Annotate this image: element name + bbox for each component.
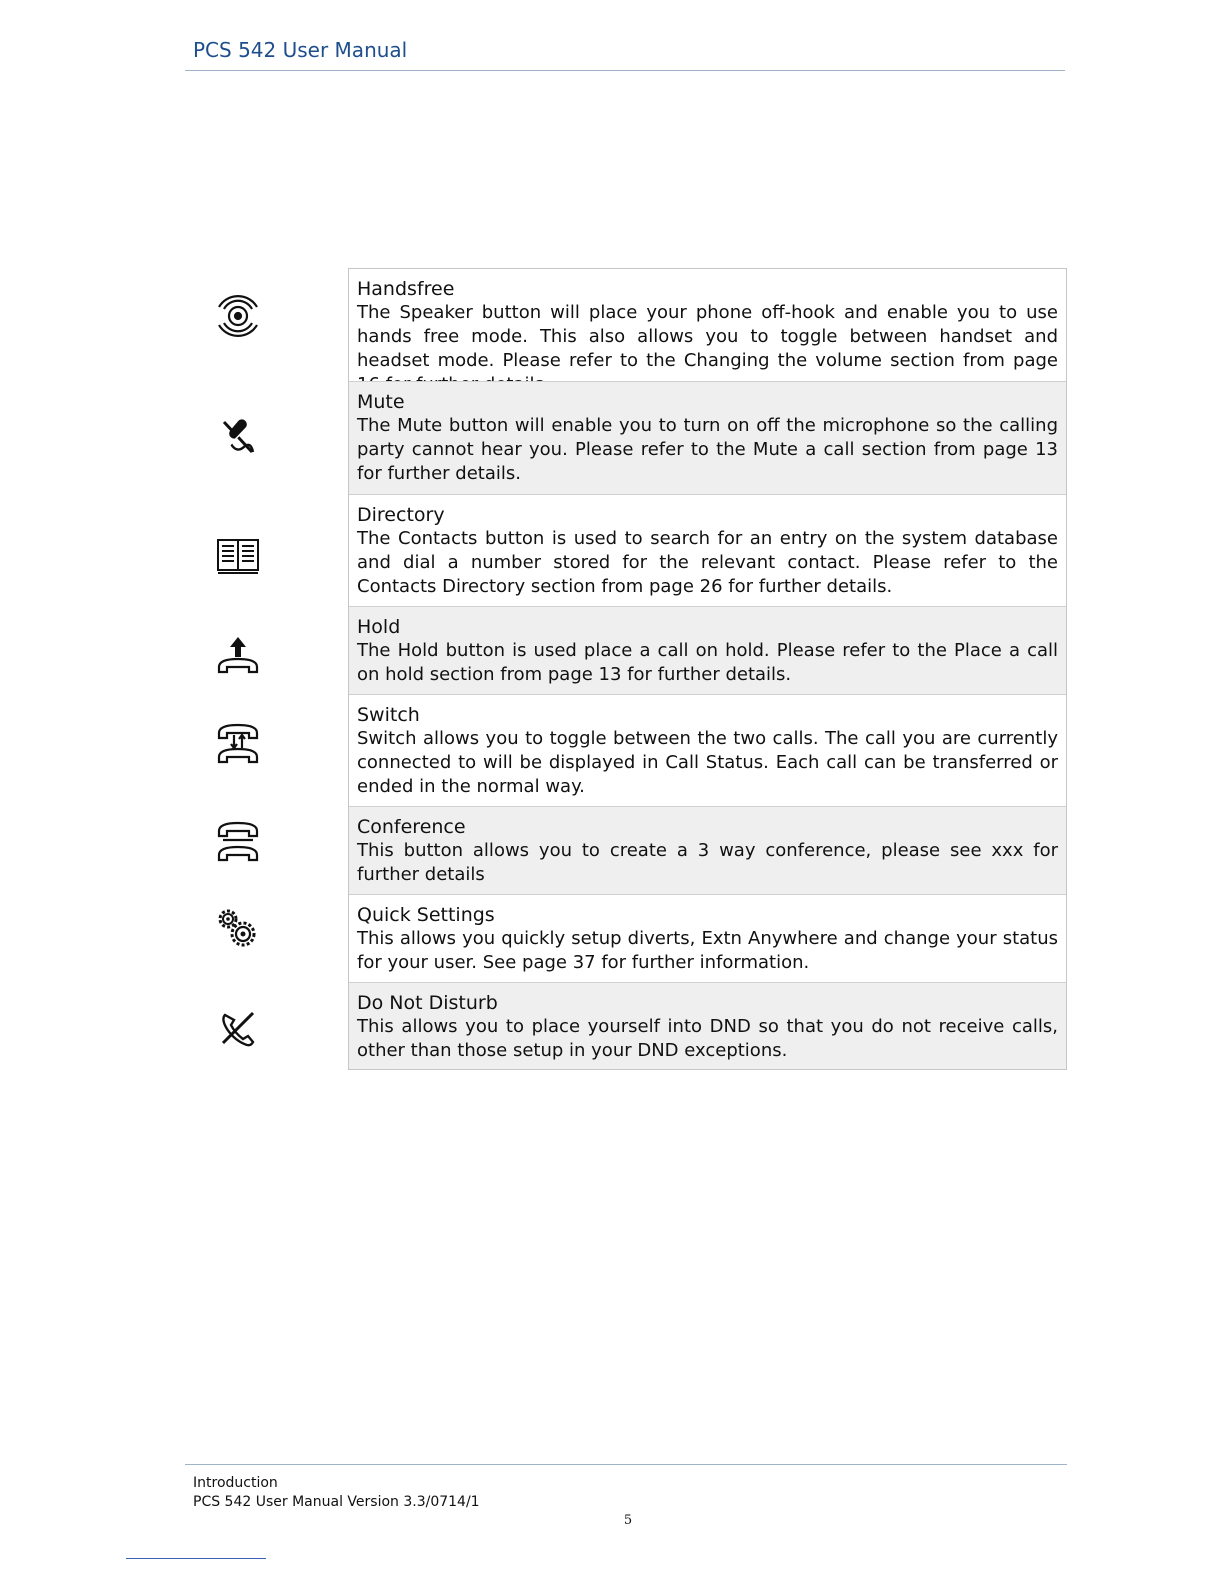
feature-row-directory bbox=[349, 494, 1066, 606]
feature-description: The Mute button will enable you to turn on off the microphone so the calling party cannot hear you. Please refer to the Mute a call section from page 13 for further details. bbox=[357, 415, 1058, 484]
feature-row-handsfree bbox=[349, 269, 1066, 381]
feature-row-mute bbox=[349, 381, 1066, 494]
switch-phones-icon bbox=[215, 721, 261, 767]
feature-title: Hold bbox=[357, 616, 401, 638]
feature-description: Switch allows you to toggle between the two calls. The call you are currently connected to will be displayed in Call Status. Each call can be transferred or ended in the normal way. bbox=[357, 728, 1058, 797]
feature-title: Handsfree bbox=[357, 278, 455, 300]
feature-title: Switch bbox=[357, 704, 420, 726]
feature-title: Directory bbox=[357, 504, 445, 526]
feature-description: The Speaker button will place your phone off-hook and enable you to use hands free mode. This also allows you to toggle between handset and headset mode. Please refer to the Changing the volume section from page bbox=[357, 302, 1058, 371]
feature-row-conference bbox=[349, 806, 1066, 894]
feature-description: The Contacts button is used to search for an entry on the system database and dial a number stored for the relevant contact. Please refer to the Contacts Directory section from page 26 for further details. bbox=[357, 528, 1058, 597]
feature-title: Mute bbox=[357, 391, 405, 413]
speaker-handsfree-icon bbox=[215, 293, 261, 339]
feature-row-quick-settings bbox=[349, 894, 1066, 982]
footer-version: PCS 542 User Manual Version 3.3/0714/1 bbox=[193, 1494, 480, 1510]
microphone-mute-icon bbox=[215, 414, 261, 460]
feature-row-do-not-disturb bbox=[349, 982, 1066, 1069]
feature-table bbox=[348, 268, 1067, 1070]
hold-phone-icon bbox=[215, 633, 261, 679]
footer-section-name: Introduction bbox=[193, 1475, 278, 1491]
header-divider bbox=[185, 70, 1065, 71]
gears-settings-icon bbox=[215, 906, 261, 952]
do-not-disturb-icon bbox=[215, 1005, 261, 1051]
page-number: 5 bbox=[623, 1513, 633, 1528]
feature-description: This allows you to place yourself into DND so that you do not receive calls, other than those setup in your DND exceptions. bbox=[357, 1016, 1058, 1061]
feature-title: Conference bbox=[357, 816, 466, 838]
feature-description: This allows you quickly setup diverts, Extn Anywhere and change your status for your user. See page 37 for further information. bbox=[357, 928, 1058, 973]
page-header-title: PCS 542 User Manual bbox=[193, 38, 408, 62]
conference-phones-icon bbox=[215, 819, 261, 865]
feature-row-hold bbox=[349, 606, 1066, 694]
footnote-divider bbox=[126, 1558, 266, 1559]
feature-title: Quick Settings bbox=[357, 904, 495, 926]
directory-book-icon bbox=[215, 532, 261, 578]
feature-row-switch bbox=[349, 694, 1066, 806]
feature-title: Do Not Disturb bbox=[357, 992, 498, 1014]
feature-description: This button allows you to create a 3 way conference, please see xxx for further details bbox=[357, 840, 1058, 885]
feature-description: The Hold button is used place a call on hold. Please refer to the Place a call on hold section from page 13 for further details. bbox=[357, 640, 1058, 685]
footer-divider bbox=[185, 1464, 1067, 1465]
